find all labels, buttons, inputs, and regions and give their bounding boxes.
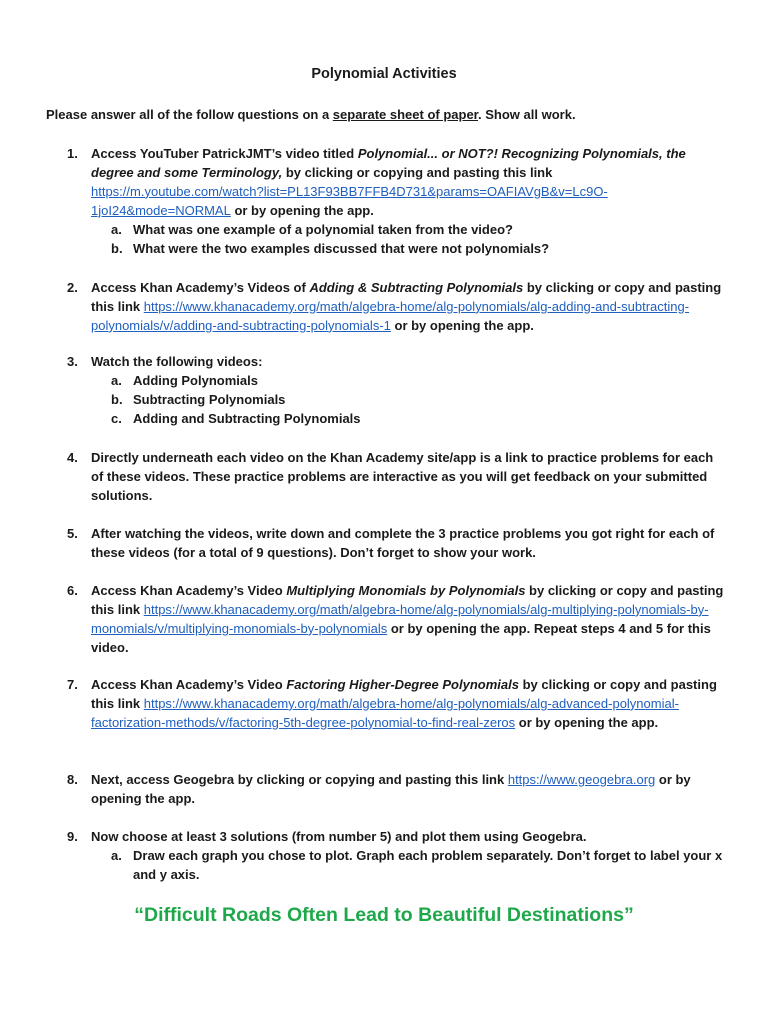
question-text: After watching the videos, write down and complete the 3 practice problems you got right for each of these videos (for a total of 9 questions). Don’t forget to show your work.: [91, 526, 715, 560]
question-text: Access Khan Academy’s Video: [91, 677, 287, 692]
question-2: [67, 279, 727, 336]
question-text: Now choose at least 3 solutions (from number 5) and plot them using Geogebra.: [91, 829, 587, 844]
khan-academy-link[interactable]: https://www.khanacademy.org/math/algebra-home/alg-polynomials/alg-advanced-polynomial-factorization-methods/v/factoring-5th-degree-polynomial-to-find-real-zeros: [91, 695, 679, 730]
question-number: 4.: [67, 450, 78, 465]
question-text: Watch the following videos:: [91, 354, 263, 369]
sub-letter: a.: [111, 847, 122, 863]
sub-letter: a.: [111, 372, 122, 388]
question-text: Next, access Geogebra by clicking or copying and pasting this link: [91, 772, 508, 787]
closing-quote: “Difficult Roads Often Lead to Beautiful Destinations”: [134, 904, 634, 926]
question-8: [67, 771, 727, 809]
sub-text: Adding and Subtracting Polynomials: [133, 410, 361, 426]
sub-letter: b.: [111, 240, 123, 256]
question-number: 7.: [67, 677, 78, 692]
question-text: or by opening the app. Repeat steps 4 and 5 for this video.: [91, 620, 711, 655]
sub-question-b: [111, 391, 727, 410]
question-5: [67, 525, 727, 563]
question-text: or by opening the app.: [91, 772, 691, 806]
geogebra-link[interactable]: https://www.geogebra.org: [507, 772, 656, 787]
question-text: Access Khan Academy’s Video: [91, 583, 287, 598]
sub-text: Adding Polynomials: [133, 372, 258, 388]
question-9: [67, 828, 727, 885]
question-text: by clicking or copying and pasting this link: [282, 164, 553, 180]
sub-letter: a.: [111, 221, 122, 237]
question-number: 9.: [67, 829, 78, 844]
page-title: Polynomial Activities: [311, 66, 457, 82]
question-number: 8.: [67, 772, 78, 787]
question-text: Access Khan Academy’s Videos of: [91, 280, 310, 295]
sub-text: What were the two examples discussed that were not polynomials?: [133, 240, 550, 256]
sub-letter: c.: [111, 410, 122, 426]
question-number: 1.: [67, 146, 78, 161]
instructions-text-end: . Show all work.: [478, 107, 576, 122]
question-number: 5.: [67, 526, 78, 541]
question-text: or by opening the app.: [230, 202, 374, 218]
sub-text: Subtracting Polynomials: [133, 391, 286, 407]
instructions-text: Please answer all of the follow questions on a: [46, 107, 333, 122]
sub-question-b: [111, 240, 727, 259]
instructions-underlined: separate sheet of paper: [332, 107, 479, 122]
question-6: [67, 582, 727, 658]
question-text: Access YouTuber PatrickJMT’s video titled: [91, 146, 358, 161]
question-text: Directly underneath each video on the Khan Academy site/app is a link to practice problems for each of these videos. These practice problems are interactive as you will get feedback on your submitted solutions.: [91, 450, 714, 503]
question-text: or by opening the app.: [515, 714, 659, 730]
sub-text: Draw each graph you chose to plot. Graph each problem separately. Don’t forget to label your x and y axis.: [133, 847, 723, 882]
youtube-link[interactable]: https://m.youtube.com/watch?list=PL13F93BB7FFB4D731&params=OAFIAVgB&v=Lc9O-1joI24&mode=NORMAL: [91, 183, 608, 218]
video-title: Adding & Subtracting Polynomials: [309, 280, 524, 295]
question-7: [67, 676, 727, 733]
question-text: or by opening the app.: [390, 317, 534, 333]
khan-academy-link[interactable]: https://www.khanacademy.org/math/algebra-home/alg-polynomials/alg-multiplying-polynomials-by-monomials/v/multiplying-monomials-by-polynomials: [91, 601, 709, 636]
question-4: [67, 449, 727, 506]
question-1: [67, 145, 727, 258]
sub-question-a: [111, 221, 727, 240]
question-number: 6.: [67, 583, 78, 598]
question-text: by clicking or copy and pasting this link: [91, 583, 724, 617]
question-text: by clicking or copy and pasting this link: [91, 677, 717, 711]
question-text: by clicking or copy and pasting this link: [91, 280, 722, 314]
video-title: Multiplying Monomials by Polynomials: [286, 583, 526, 598]
sub-question-c: [111, 410, 727, 429]
sub-question-a: [111, 372, 727, 391]
question-3: [67, 353, 727, 429]
sub-text: What was one example of a polynomial taken from the video?: [133, 221, 513, 237]
instructions: [46, 107, 746, 122]
sub-letter: b.: [111, 391, 123, 407]
khan-academy-link[interactable]: https://www.khanacademy.org/math/algebra-home/alg-polynomials/alg-adding-and-subtracting-polynomials/v/adding-and-subtracting-polynomials-1: [91, 298, 690, 333]
video-title: Factoring Higher-Degree Polynomials: [286, 677, 519, 692]
question-number: 2.: [67, 280, 78, 295]
question-number: 3.: [67, 354, 78, 369]
video-title: Polynomial... or NOT?! Recognizing Polynomials, the degree and some Terminology,: [91, 146, 686, 180]
sub-question-a: [111, 847, 727, 885]
